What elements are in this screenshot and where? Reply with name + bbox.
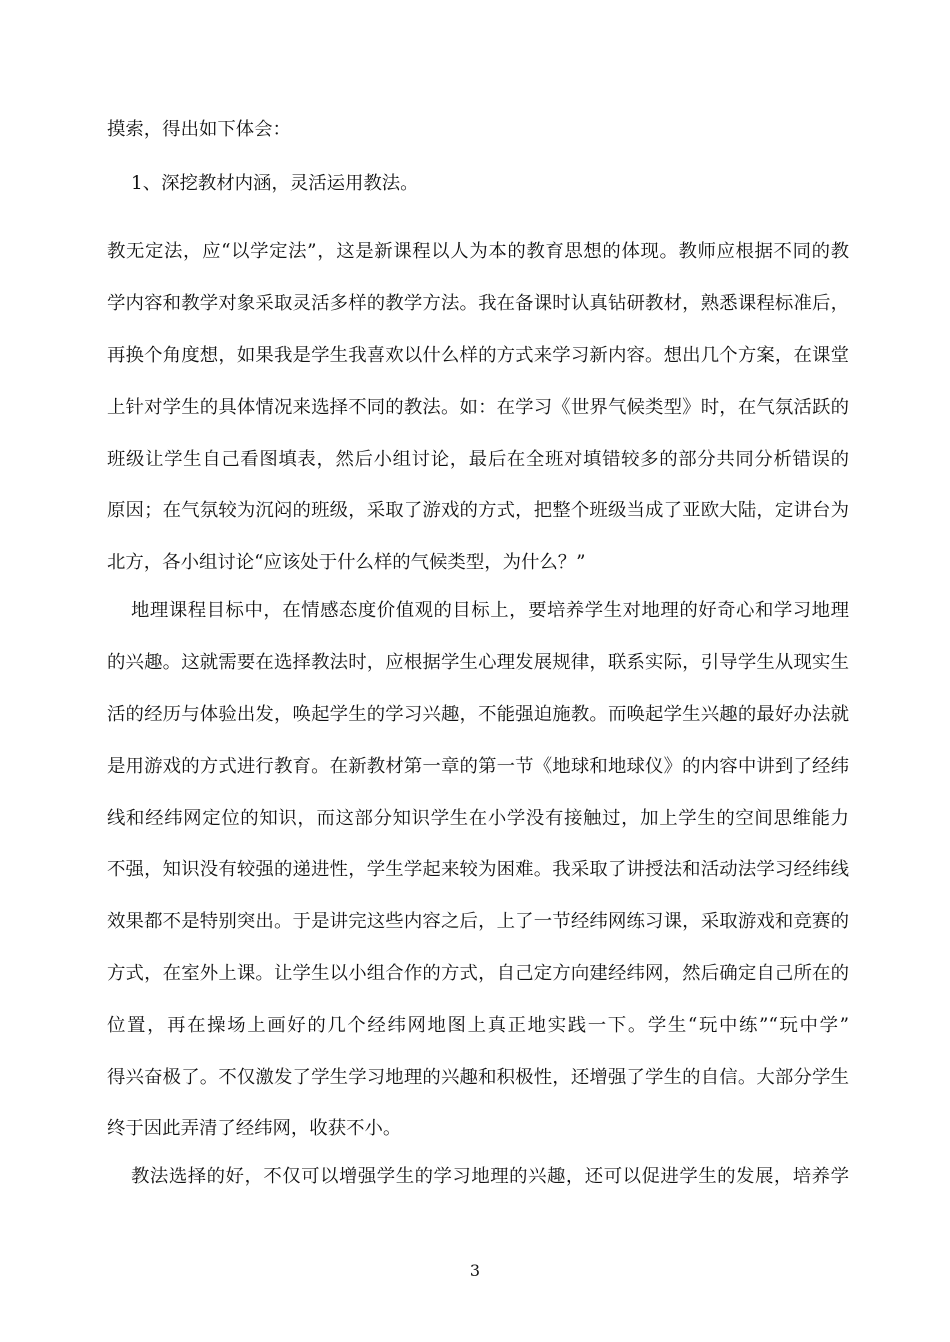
text-line: 摸索，得出如下体会： xyxy=(107,119,291,140)
text-line: 活的经历与体验出发，唤起学生的学习兴趣，不能强迫施教。而唤起学生兴趣的最好办法就 xyxy=(107,704,849,725)
text-line: 原因；在气氛较为沉闷的班级，采取了游戏的方式，把整个班级当成了亚欧大陆，定讲台为 xyxy=(107,500,849,521)
text-line: 位置，再在操场上画好的几个经纬网地图上真正地实践一下。学生“玩中练”“玩中学” xyxy=(107,1015,849,1036)
text-line: 教法选择的好，不仅可以增强学生的学习地理的兴趣，还可以促进学生的发展，培养学 xyxy=(131,1166,849,1187)
text-line: 效果都不是特别突出。于是讲完这些内容之后，上了一节经纬网练习课，采取游戏和竞赛的 xyxy=(107,911,849,932)
text-line: 学内容和教学对象采取灵活多样的教学方法。我在备课时认真钻研教材，熟悉课程标准后， xyxy=(107,293,849,314)
text-line: 得兴奋极了。不仅激发了学生学习地理的兴趣和积极性，还增强了学生的自信。大部分学生 xyxy=(107,1067,849,1088)
text-line: 教无定法，应“以学定法”，这是新课程以人为本的教育思想的体现。教师应根据不同的教 xyxy=(107,241,849,262)
text-line: 北方，各小组讨论“应该处于什么样的气候类型，为什么？” xyxy=(107,552,586,573)
text-line: 班级让学生自己看图填表，然后小组讨论，最后在全班对填错较多的部分共同分析错误的 xyxy=(107,449,849,470)
text-line: 1、深挖教材内涵，灵活运用教法。 xyxy=(131,173,419,194)
text-line: 方式，在室外上课。让学生以小组合作的方式，自己定方向建经纬网，然后确定自己所在的 xyxy=(107,963,849,984)
text-line: 上针对学生的具体情况来选择不同的教法。如：在学习《世界气候类型》时，在气氛活跃的 xyxy=(107,397,849,418)
text-line: 终于因此弄清了经纬网，收获不小。 xyxy=(107,1118,402,1139)
text-line: 的兴趣。这就需要在选择教法时，应根据学生心理发展规律，联系实际，引导学生从现实生 xyxy=(107,652,849,673)
text-line: 线和经纬网定位的知识，而这部分知识学生在小学没有接触过，加上学生的空间思维能力 xyxy=(107,808,849,829)
text-line: 不强，知识没有较强的递进性，学生学起来较为困难。我采取了讲授法和活动法学习经纬线 xyxy=(107,859,849,880)
text-line: 地理课程目标中，在情感态度价值观的目标上，要培养学生对地理的好奇心和学习地理 xyxy=(131,600,849,621)
text-line: 再换个角度想，如果我是学生我喜欢以什么样的方式来学习新内容。想出几个方案，在课堂 xyxy=(107,345,849,366)
page-number: 3 xyxy=(469,1261,481,1280)
text-line: 是用游戏的方式进行教育。在新教材第一章的第一节《地球和地球仪》的内容中讲到了经纬 xyxy=(107,756,849,777)
